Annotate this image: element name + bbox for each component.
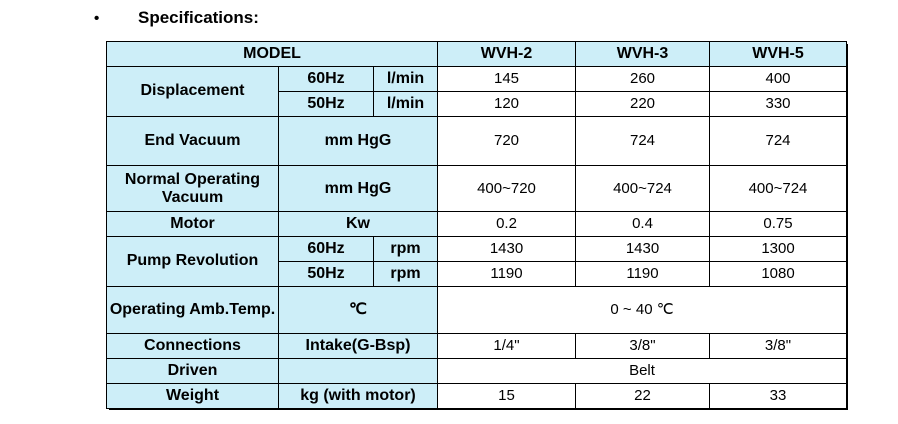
value-cell: 0 ~ 40 ℃ [438,286,847,334]
row-label-driven: Driven [107,359,279,384]
value-cell: 720 [438,116,576,166]
value-cell: 1430 [576,236,710,261]
header-row [107,42,847,67]
value-cell: 1080 [710,261,847,286]
row-label-end-vacuum: End Vacuum [107,116,279,166]
value-cell: 400~720 [438,166,576,212]
table-row [107,286,847,334]
row-label-motor: Motor [107,211,279,236]
freq-cell: 50Hz [279,91,374,116]
header-col-wvh-5: WVH-5 [710,42,847,67]
value-cell: 33 [710,384,847,409]
unit-cell: l/min [374,66,438,91]
heading-text: Specifications: [138,8,259,27]
value-cell: 220 [576,91,710,116]
unit-cell [279,359,438,384]
value-cell: 260 [576,66,710,91]
value-cell: 120 [438,91,576,116]
value-cell: 3/8" [710,334,847,359]
header-col-wvh-2: WVH-2 [438,42,576,67]
row-label-pump-revolution: Pump Revolution [107,236,279,286]
table-row [107,166,847,212]
table-row [107,384,847,409]
value-cell: 3/8" [576,334,710,359]
value-cell: 1430 [438,236,576,261]
value-cell: Belt [438,359,847,384]
table-row [107,66,847,91]
unit-cell: rpm [374,236,438,261]
row-label-normal-operating-vacuum: Normal Operating Vacuum [107,166,279,212]
value-cell: 22 [576,384,710,409]
value-cell: 15 [438,384,576,409]
value-cell: 724 [576,116,710,166]
value-cell: 145 [438,66,576,91]
row-label-connections: Connections [107,334,279,359]
unit-cell: mm HgG [279,116,438,166]
value-cell: 400~724 [576,166,710,212]
specifications-table [106,41,847,409]
row-label-displacement: Displacement [107,66,279,116]
table-row [107,116,847,166]
value-cell: 1300 [710,236,847,261]
specifications-heading [94,5,259,31]
unit-cell: kg (with motor) [279,384,438,409]
unit-cell: Kw [279,211,438,236]
table-row [107,211,847,236]
value-cell: 400 [710,66,847,91]
value-cell: 330 [710,91,847,116]
value-cell: 0.75 [710,211,847,236]
unit-cell: rpm [374,261,438,286]
freq-cell: 60Hz [279,236,374,261]
freq-cell: 60Hz [279,66,374,91]
value-cell: 1190 [438,261,576,286]
unit-cell: ℃ [279,286,438,334]
bullet-icon: • [94,9,100,27]
header-col-wvh-3: WVH-3 [576,42,710,67]
unit-cell: mm HgG [279,166,438,212]
unit-cell: Intake(G-Bsp) [279,334,438,359]
value-cell: 724 [710,116,847,166]
header-model: MODEL [107,42,438,67]
table-row [107,334,847,359]
unit-cell: l/min [374,91,438,116]
value-cell: 1/4" [438,334,576,359]
table-row [107,359,847,384]
row-label-weight: Weight [107,384,279,409]
value-cell: 1190 [576,261,710,286]
table-row [107,236,847,261]
freq-cell: 50Hz [279,261,374,286]
value-cell: 400~724 [710,166,847,212]
value-cell: 0.4 [576,211,710,236]
row-label-operating-amb-temp: Operating Amb.Temp. [107,286,279,334]
value-cell: 0.2 [438,211,576,236]
